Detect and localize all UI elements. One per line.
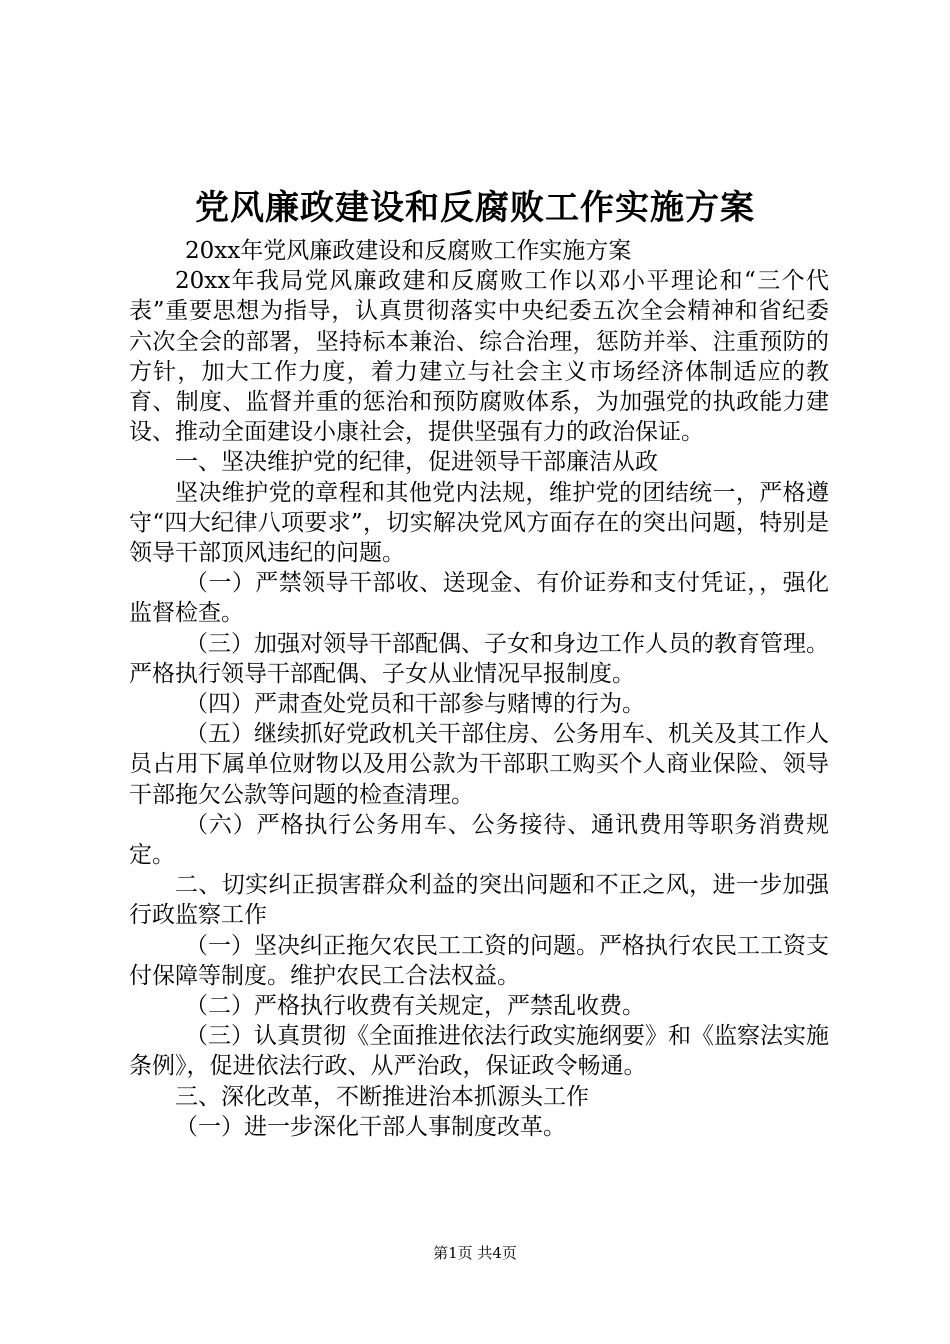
page-number: 第1页 共4页 bbox=[433, 1244, 517, 1262]
list-item: （六）严格执行公务用车、公务接待、通讯费用等职务消费规定。 bbox=[129, 811, 829, 869]
document-body bbox=[129, 236, 829, 1142]
page-title: 党风廉政建设和反腐败工作实施方案 bbox=[195, 188, 755, 228]
paragraph: 坚决维护党的章程和其他党内法规，维护党的团结统一，严格遵守“四大纪律八项要求”，切实解决党风方面存在的突出问题，特别是领导干部顶风违纪的问题。 bbox=[129, 479, 829, 567]
list-item: （一）进一步深化干部人事制度改革。 bbox=[175, 1113, 566, 1140]
list-item: （三）认真贯彻《全面推进依法行政实施纲要》和《监察法实施条例》，促进依法行政、从严治政，保证政令畅通。 bbox=[129, 1023, 829, 1080]
section-heading: 三、深化改革，不断推进治本抓源头工作 bbox=[175, 1083, 589, 1110]
list-item: （三）加强对领导干部配偶、子女和身边工作人员的教育管理。严格执行领导干部配偶、子女从业情况早报制度。 bbox=[129, 630, 829, 687]
paragraph: 20xx年党风廉政建设和反腐败工作实施方案 bbox=[185, 238, 632, 264]
list-item: （五）继续抓好党政机关干部住房、公务用车、机关及其工作人员占用下属单位财物以及用公款为干部职工购买个人商业保险、领导干部拖欠公款等问题的检查清理。 bbox=[129, 721, 829, 808]
section-heading: 二、切实纠正损害群众利益的突出问题和不正之风，进一步加强行政监察工作 bbox=[129, 872, 829, 929]
paragraph: 20xx年我局党风廉政建和反腐败工作以邓小平理论和“三个代表”重要思想为指导，认真贯彻落实中央纪委五次全会精神和省纪委六次全会的部署，坚持标本兼治、综合治理，惩防并举、注重预防的方针，加大工作力度，着力建立与社会主义市场经济体制适应的教育、制度、监督并重的惩治和预防腐败体系，为加强党的执政能力建设、推动全面建设小康社会，提供坚强有力的政治保证。 bbox=[129, 268, 829, 446]
list-item: （一）严禁领导干部收、送现金、有价证券和支付凭证，，强化监督检查。 bbox=[129, 570, 829, 627]
list-item: （四）严肃查处党员和干部参与赌博的行为。 bbox=[185, 691, 645, 718]
list-item: （一）坚决纠正拖欠农民工工资的问题。严格执行农民工工资支付保障等制度。维护农民工合法权益。 bbox=[129, 932, 829, 989]
list-item: （二）严格执行收费有关规定，严禁乱收费。 bbox=[185, 993, 645, 1020]
section-heading: 一、坚决维护党的纪律，促进领导干部廉洁从政 bbox=[175, 449, 658, 476]
